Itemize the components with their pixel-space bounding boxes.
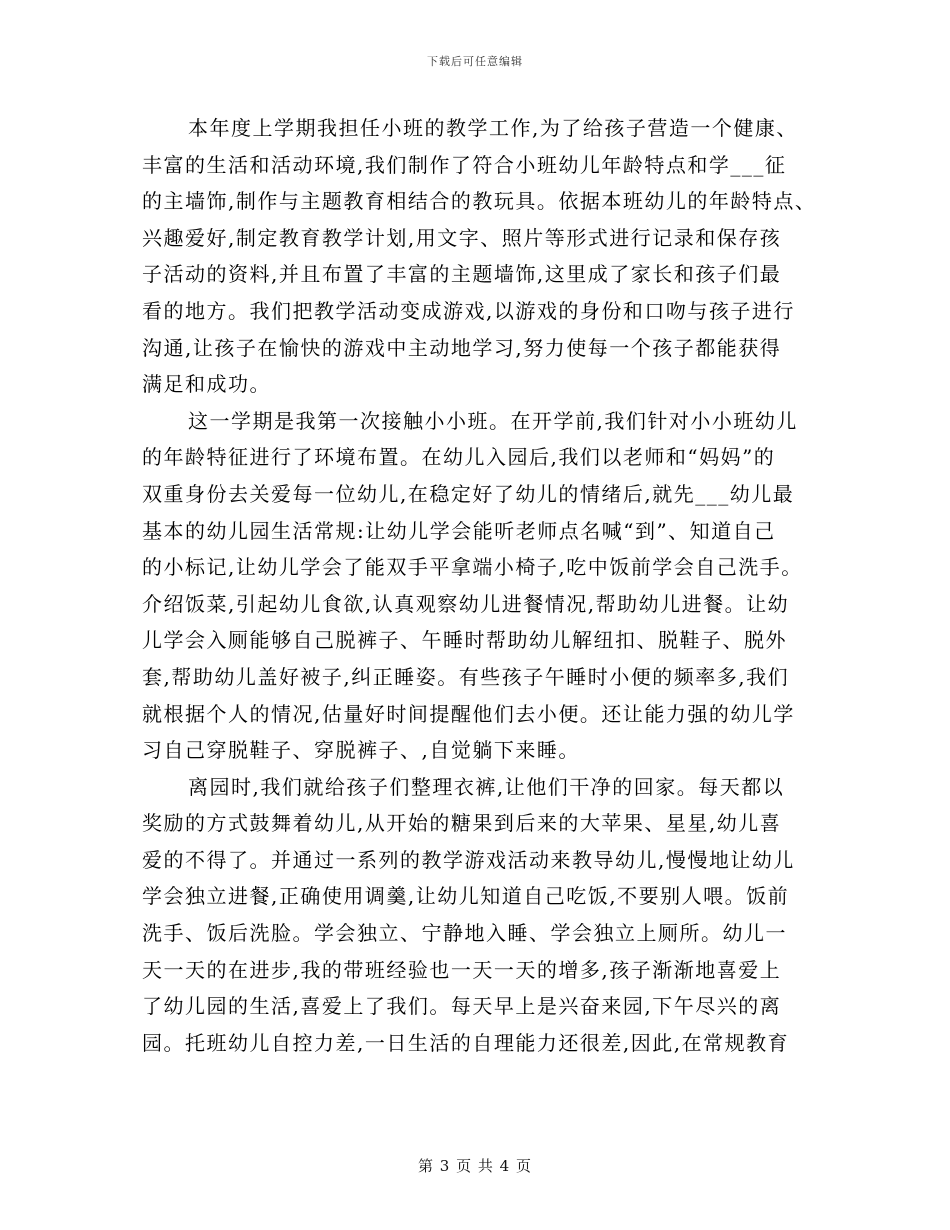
paragraph-1-line-4: 兴趣爱好,制定教育教学计划,用文字、照片等形式进行记录和保存孩 bbox=[142, 225, 782, 250]
paragraph-2-line-4: 基本的幼儿园生活常规:让幼儿学会能听老师点名喊“到”、知道自己 bbox=[142, 518, 776, 543]
paragraph-3-line-1: 离园时,我们就给孩子们整理衣裤,让他们干净的回家。每天都以 bbox=[188, 774, 785, 799]
paragraph-3-line-8: 园。托班幼儿自控力差,一日生活的自理能力还很差,因此,在常规教育 bbox=[142, 1030, 790, 1055]
paragraph-2-line-6: 介绍饭菜,引起幼儿食欲,认真观察幼儿进餐情况,帮助幼儿进餐。让幼 bbox=[142, 591, 790, 616]
paragraph-2-line-3: 双重身份去关爱每一位幼儿,在稳定好了幼儿的情绪后,就先___幼儿最 bbox=[142, 481, 795, 506]
paragraph-1-line-1: 本年度上学期我担任小班的教学工作,为了给孩子营造一个健康、 bbox=[188, 116, 798, 140]
paragraph-2-line-9: 就根据个人的情况,估量好时间提醒他们去小便。还让能力强的幼儿学 bbox=[142, 701, 795, 726]
paragraph-2-line-10: 习自己穿脱鞋子、穿脱裤子、,自觉躺下来睡。 bbox=[142, 738, 580, 763]
paragraph-1-line-6: 看的地方。我们把教学活动变成游戏,以游戏的身份和口吻与孩子进行 bbox=[142, 298, 795, 323]
paragraph-3-line-4: 学会独立进餐,正确使用调羹,让幼儿知道自己吃饭,不要别人喂。饭前 bbox=[142, 884, 790, 909]
paragraph-3-line-5: 洗手、饭后洗脸。学会独立、宁静地入睡、学会独立上厕所。幼儿一 bbox=[142, 921, 787, 946]
paragraph-3-line-3: 爱的不得了。并通过一系列的教学游戏活动来教导幼儿,慢慢地让幼儿 bbox=[142, 847, 795, 872]
paragraph-2-line-7: 儿学会入厕能够自己脱裤子、午睡时帮助幼儿解纽扣、脱鞋子、脱外 bbox=[142, 628, 787, 653]
paragraph-1-line-3: 的主墙饰,制作与主题教育相结合的教玩具。依据本班幼儿的年龄特点、 bbox=[142, 189, 817, 214]
page-number: 第 3 页 共 4 页 bbox=[418, 1157, 532, 1175]
paragraph-1-line-2: 丰富的生活和活动环境,我们制作了符合小班幼儿年龄特点和学___征 bbox=[142, 152, 787, 177]
paragraph-1-line-8: 满足和成功。 bbox=[142, 372, 271, 397]
header-note: 下载后可任意编辑 bbox=[427, 55, 523, 68]
paragraph-2-line-8: 套,帮助幼儿盖好被子,纠正睡姿。有些孩子午睡时小便的频率多,我们 bbox=[142, 664, 790, 689]
paragraph-1-line-7: 沟通,让孩子在愉快的游戏中主动地学习,努力使每一个孩子都能获得 bbox=[142, 335, 782, 360]
paragraph-3-line-2: 奖励的方式鼓舞着幼儿,从开始的糖果到后来的大苹果、星星,幼儿喜 bbox=[142, 811, 782, 836]
paragraph-1-line-5: 子活动的资料,并且布置了丰富的主题墙饰,这里成了家长和孩子们最 bbox=[142, 262, 782, 287]
paragraph-2-line-1: 这一学期是我第一次接触小小班。在开学前,我们针对小小班幼儿 bbox=[188, 408, 798, 433]
paragraph-3-line-7: 了幼儿园的生活,喜爱上了我们。每天早上是兴奋来园,下午尽兴的离 bbox=[142, 994, 782, 1019]
paragraph-2-line-5: 的小标记,让幼儿学会了能双手平拿端小椅子,吃中饭前学会自己洗手。 bbox=[142, 555, 803, 580]
paragraph-3-line-6: 天一天的在进步,我的带班经验也一天一天的增多,孩子渐渐地喜爱上 bbox=[142, 957, 782, 982]
paragraph-2-line-2: 的年龄特征进行了环境布置。在幼儿入园后,我们以老师和“妈妈”的 bbox=[142, 445, 776, 470]
body-text bbox=[142, 110, 817, 1061]
